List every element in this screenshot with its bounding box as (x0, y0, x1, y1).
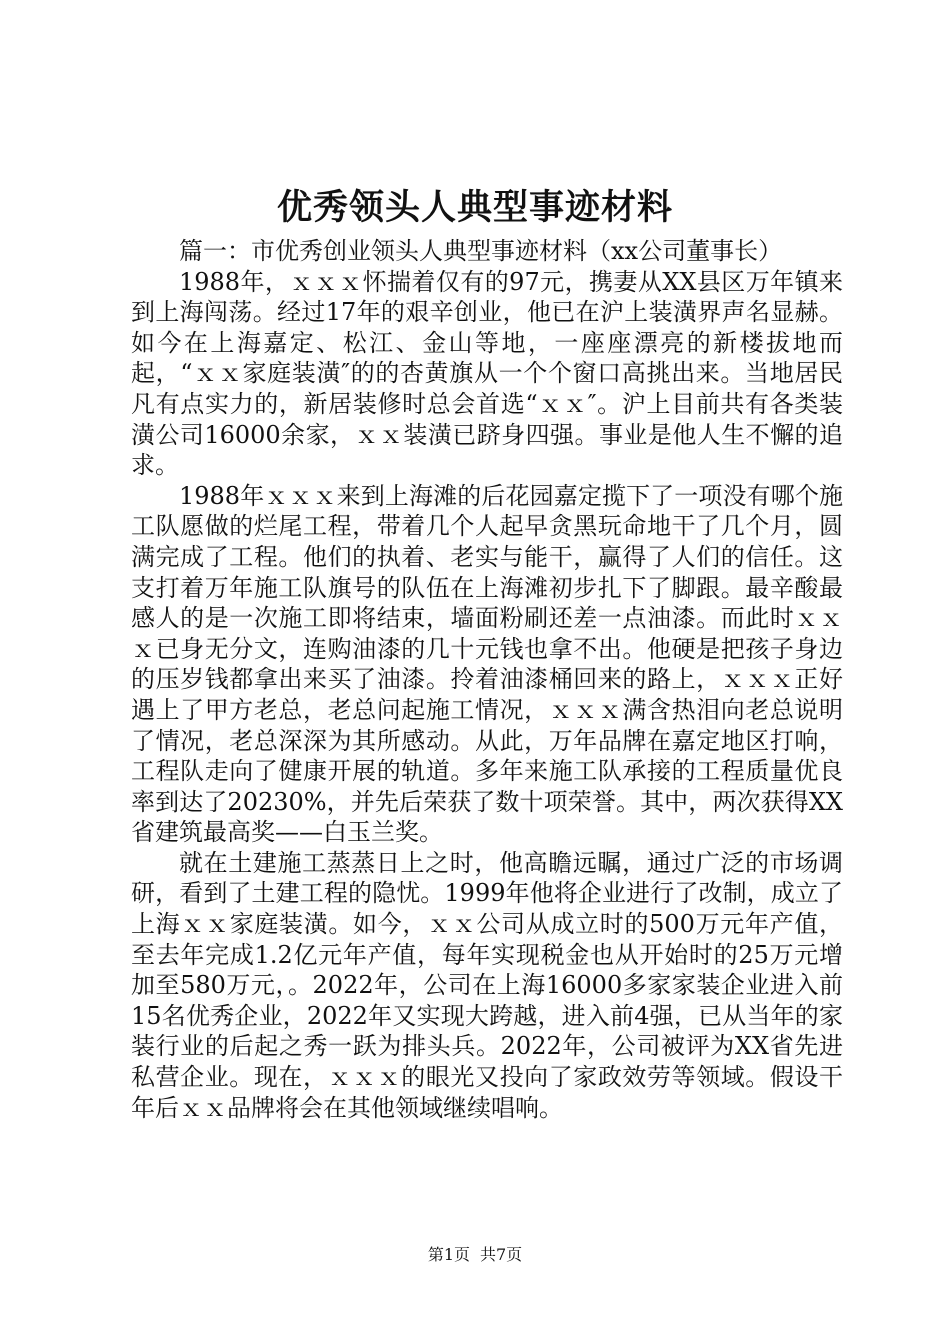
document-body (131, 236, 843, 1123)
paragraph-subtitle: 篇一：市优秀创业领头人典型事迹材料（xx公司董事长） (179, 237, 783, 265)
paragraph: 1988年ｘｘｘ来到上海滩的后花园嘉定揽下了一项没有哪个施工队愿做的烂尾工程，带着几个人起早贪黑玩命地干了几个月，圆满完成了工程。他们的执着、老实与能干，赢得了人们的信任。这支打着万年施工队旗号的队伍在上海滩初步扎下了脚跟。最辛酸最感人的是一次施工即将结束，墙面粉刷还差一点油漆。而此时ｘｘｘ已身无分文，连购油漆的几十元钱也拿不出。他硬是把孩子身边的压岁钱都拿出来买了油漆。拎着油漆桶回来的路上，ｘｘｘ正好遇上了甲方老总，老总问起施工情况，ｘｘｘ满含热泪向老总说明了情况，老总深深为其所感动。从此，万年品牌在嘉定地区打响，工程队走向了健康开展的轨道。多年来施工队承接的工程质量优良率到达了20230%，并先后荣获了数十项荣誉。其中，两次获得XX省建筑最高奖——白玉兰奖。 (131, 481, 843, 847)
page-number: 第1页 (427, 1245, 470, 1264)
page-footer (0, 1244, 950, 1266)
page-total: 共7页 (480, 1245, 523, 1264)
document-title: 优秀领头人典型事迹材料 (276, 187, 673, 228)
paragraph: 就在土建施工蒸蒸日上之时，他高瞻远瞩，通过广泛的市场调研，看到了土建工程的隐忧。1999年他将企业进行了改制，成立了上海ｘｘ家庭装潢。如今，ｘｘ公司从成立时的500万元年产值，至去年完成1.2亿元年产值，每年实现税金也从开始时的25万元增加至580万元，。2022年，公司在上海16000多家家装企业进入前15名优秀企业，2022年又实现大跨越，进入前4强，已从当年的家装行业的后起之秀一跃为排头兵。2022年，公司被评为XX省先进私营企业。现在，ｘｘｘ的眼光又投向了家政效劳等领域。假设干年后ｘｘ品牌将会在其他领域继续唱响。 (131, 848, 843, 1122)
paragraph: 1988年，ｘｘｘ怀揣着仅有的97元，携妻从XX县区万年镇来到上海闯荡。经过17年的艰辛创业，他已在沪上装潢界声名显赫。如今在上海嘉定、松江、金山等地，一座座漂亮的新楼拔地而起，“ｘｘ家庭装潢″的的杏黄旗从一个个窗口高挑出来。当地居民凡有点实力的，新居装修时总会首选“ｘｘ″。沪上目前共有各类装潢公司16000余家，ｘｘ装潢已跻身四强。事业是他人生不懈的追求。 (131, 267, 843, 480)
